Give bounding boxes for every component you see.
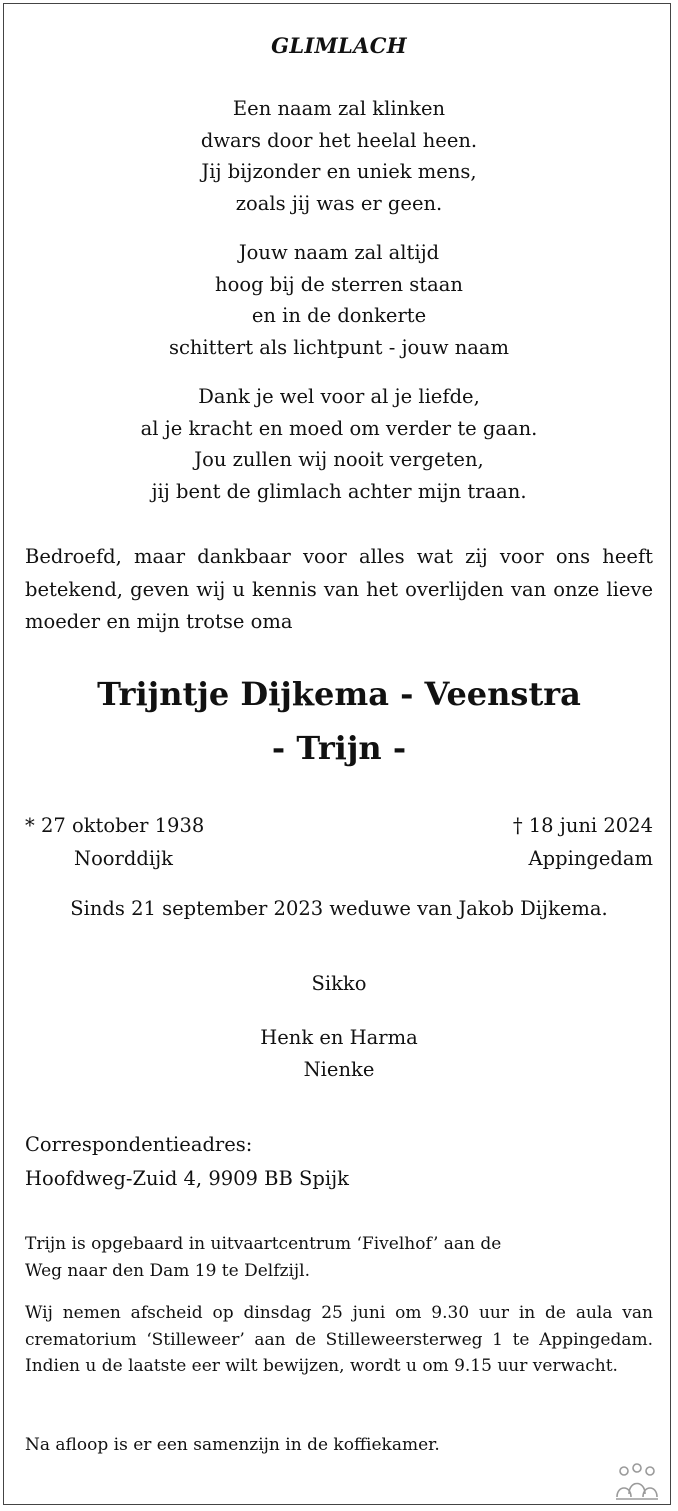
poem-line: Jij bijzonder en uniek mens, [201, 160, 477, 183]
lying-in-state-text [25, 1231, 653, 1284]
poem-stanza-3 [0, 381, 678, 507]
poem-line: zoals jij was er geen. [235, 191, 443, 215]
poem-line: al je kracht en moed om verder te gaan. [140, 416, 538, 440]
death-place: Appingedam [528, 847, 653, 870]
intro-paragraph: Bedroefd, maar dankbaar voor alles wat zij voor ons heeft betekend, geven wij u kennis van het overlijden van onze lieve moeder en mijn trotse oma [25, 545, 653, 633]
poem-line: Jou zullen wij nooit vergeten, [194, 448, 484, 471]
family-grandchild: Nienke [303, 1058, 375, 1081]
widow-line: Sinds 21 september 2023 weduwe van Jakob Dijkema. [70, 897, 608, 920]
people-group-icon [614, 1463, 660, 1501]
poem-line: Dank je wel voor al je liefde, [198, 385, 480, 408]
death-date: † 18 juni 2024 [512, 814, 653, 837]
deceased-nickname: - Trijn - [271, 729, 407, 767]
correspondence-label: Correspondentieadres: [25, 1133, 253, 1156]
poem-stanza-2 [0, 237, 678, 363]
birth-place: Noorddijk [74, 847, 173, 870]
afterwards-text: Na afloop is er een samenzijn in de koffiekamer. [25, 1435, 440, 1455]
deceased-full-name: Trijntje Dijkema - Veenstra [97, 675, 581, 713]
poem-line: hoog bij de sterren staan [215, 272, 463, 296]
birth-date: * 27 oktober 1938 [25, 814, 205, 837]
family-member-2: Henk en Harma [260, 1026, 418, 1049]
family-member-1: Sikko [311, 972, 367, 995]
poem-stanza-1 [0, 93, 678, 219]
poem-line: Een naam zal klinken [232, 97, 446, 120]
farewell-text: Wij nemen afscheid op dinsdag 25 juni om 9.30 uur in de aula van crematorium ‘Stilleweer’ aan de Stilleweersterweg 1 te Appingedam. Indien u de laatste eer wilt bewijzen, wordt u om 9.15 uur verwacht. [25, 1303, 653, 1376]
poem-line: schittert als lichtpunt - jouw naam [168, 335, 510, 359]
poem-line: dwars door het heelal heen. [200, 128, 478, 152]
poem-line: en in de donkerte [251, 304, 427, 327]
lying-in-state-line: Trijn is opgebaard in uitvaartcentrum ‘Fivelhof’ aan de [25, 1234, 502, 1254]
poem-line: jij bent de glimlach achter mijn traan. [151, 479, 527, 503]
poem-title: GLIMLACH [271, 33, 407, 58]
lying-in-state-line: Weg naar den Dam 19 te Delfzijl. [25, 1260, 311, 1281]
correspondence-address: Hoofdweg-Zuid 4, 9909 BB Spijk [25, 1167, 349, 1190]
poem-line: Jouw naam zal altijd [238, 241, 440, 264]
